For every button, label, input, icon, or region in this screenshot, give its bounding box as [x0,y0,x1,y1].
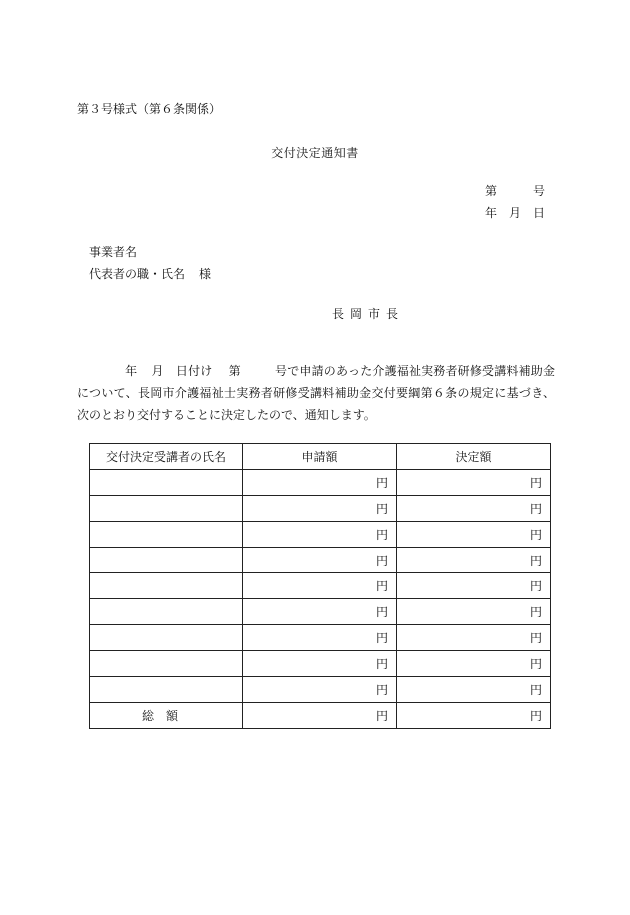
decided-amount-cell[interactable]: 円 [397,547,551,573]
table-total-row [90,702,551,728]
applied-amount-cell[interactable]: 円 [243,625,397,651]
header-applied-amount: 申請額 [243,444,397,470]
applied-amount-cell[interactable]: 円 [243,469,397,495]
body-number-prefix: 第 [228,364,241,378]
total-label: 総額 [90,702,243,728]
table-row [90,521,551,547]
table-row [90,625,551,651]
representative-line [89,263,211,285]
honorific: 様 [199,267,212,281]
applied-amount-cell[interactable]: 円 [243,651,397,677]
reference-suffix: 号 [533,184,546,198]
recipient-name-cell[interactable] [90,651,243,677]
body-year: 年 [125,364,138,378]
table-row [90,573,551,599]
notice-body [77,360,555,426]
total-applied-amount-cell[interactable]: 円 [243,702,397,728]
body-month: 月 [151,364,164,378]
decided-amount-cell[interactable]: 円 [397,625,551,651]
decided-amount-cell[interactable]: 円 [397,495,551,521]
header-recipient-name: 交付決定受講者の氏名 [90,444,243,470]
reference-number [485,182,545,199]
table-row [90,599,551,625]
business-name-label: 事業者名 [89,245,138,259]
decided-amount-cell[interactable]: 円 [397,573,551,599]
representative-label: 代表者の職・氏名 [89,267,186,281]
table-row [90,547,551,573]
recipient-name-cell[interactable] [90,469,243,495]
recipient-name-cell[interactable] [90,547,243,573]
decided-amount-cell[interactable]: 円 [397,469,551,495]
addressee-block [89,241,211,285]
decided-amount-cell[interactable]: 円 [397,521,551,547]
grant-table [89,443,551,729]
recipient-name-cell[interactable] [90,521,243,547]
decided-amount-cell[interactable]: 円 [397,599,551,625]
recipient-name-cell[interactable] [90,495,243,521]
applied-amount-cell[interactable]: 円 [243,547,397,573]
form-number: 第３号様式（第６条関係） [77,102,222,116]
table-row [90,495,551,521]
table-row [90,677,551,703]
recipient-name-cell[interactable] [90,677,243,703]
recipient-name-cell[interactable] [90,625,243,651]
recipient-name-cell[interactable] [90,599,243,625]
applied-amount-cell[interactable]: 円 [243,599,397,625]
sender-name: 長岡市長 [332,307,405,321]
header-decided-amount: 決定額 [397,444,551,470]
table-row [90,651,551,677]
table-row [90,469,551,495]
recipient-name-cell[interactable] [90,573,243,599]
total-decided-amount-cell[interactable]: 円 [397,702,551,728]
reference-prefix: 第 [485,184,498,198]
document-title: 交付決定通知書 [271,146,359,160]
body-date-suffix: 日付け [175,364,213,378]
date-month: 月 [509,206,522,220]
date-day: 日 [533,206,546,220]
decided-amount-cell[interactable]: 円 [397,677,551,703]
issue-date [485,204,545,221]
applied-amount-cell[interactable]: 円 [243,521,397,547]
date-year: 年 [485,206,498,220]
applied-amount-cell[interactable]: 円 [243,677,397,703]
body-main-text: 号で申請のあった介護福祉実務者研修受講料補助金について、長岡市介護福祉士実務者研修受講料補助金交付要綱第６条の規定に基づき、次のとおり交付することに決定したので、通知します。 [77,364,555,422]
applied-amount-cell[interactable]: 円 [243,573,397,599]
applied-amount-cell[interactable]: 円 [243,495,397,521]
decided-amount-cell[interactable]: 円 [397,651,551,677]
table-header-row [90,444,551,470]
